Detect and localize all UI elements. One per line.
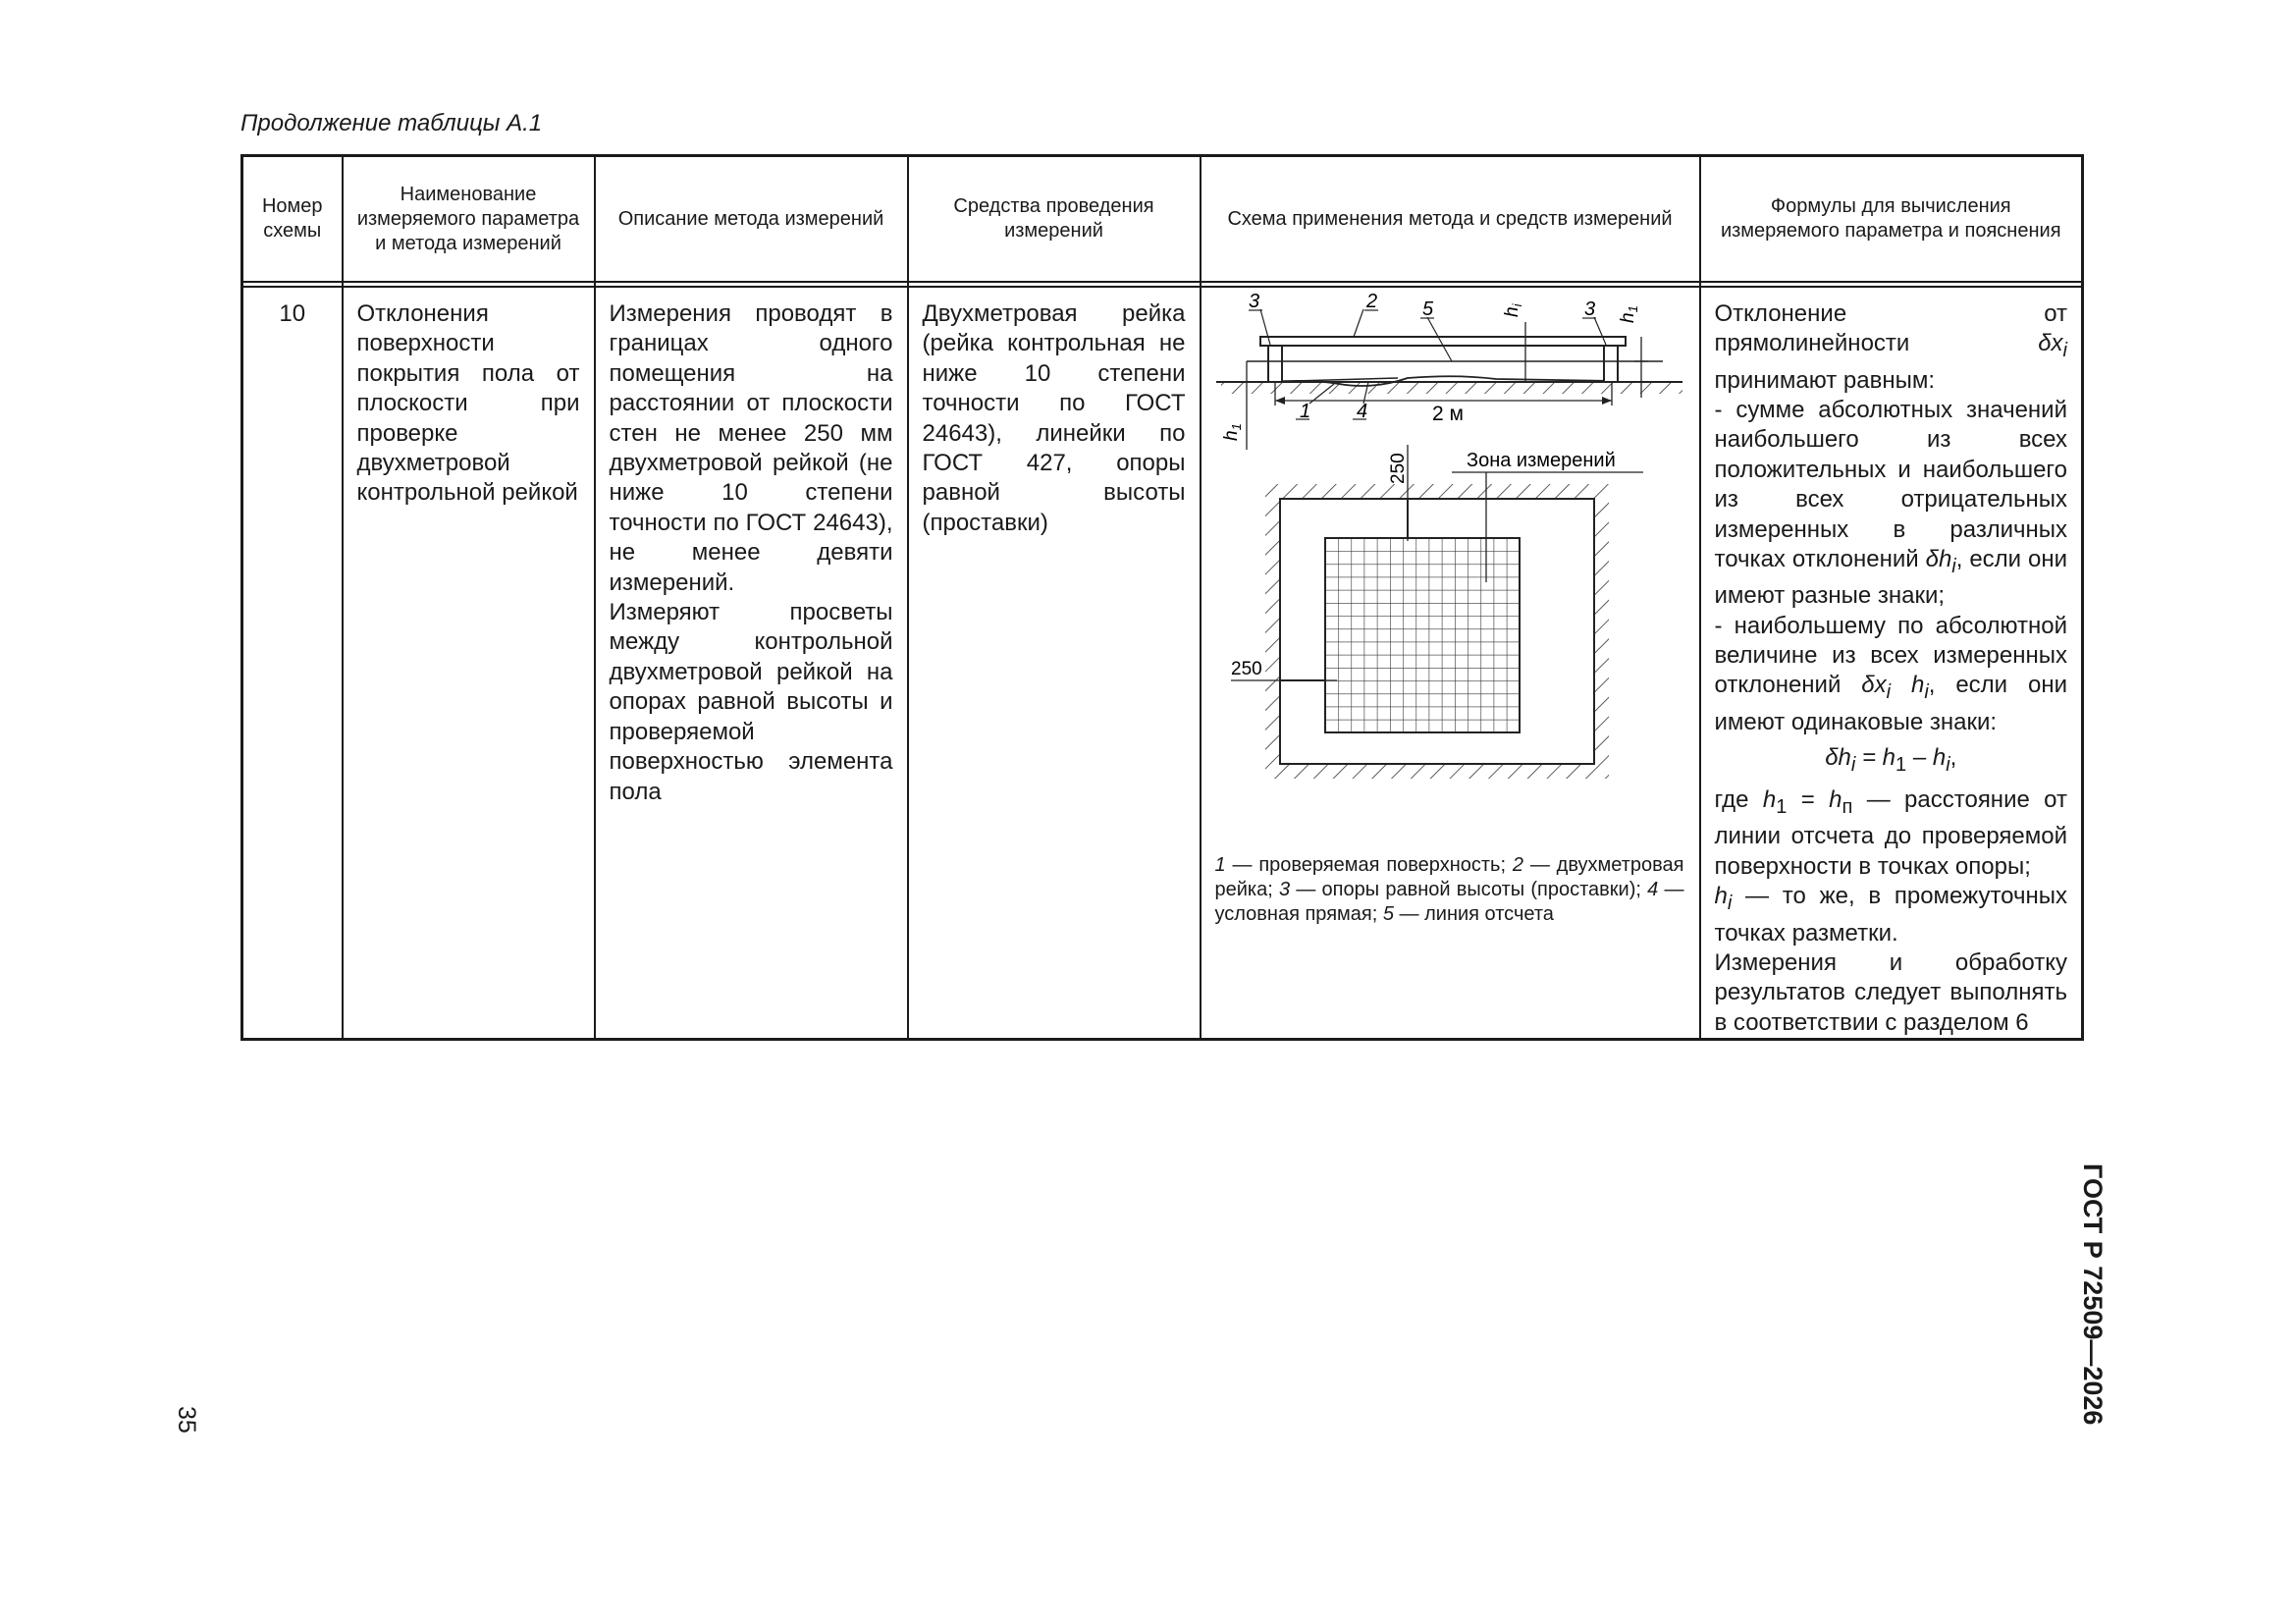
document-title: ГОСТ Р 72509—2026 [2078, 1164, 2108, 1426]
label-hi: $h_i$ [1501, 303, 1524, 317]
scheme-number: 10 [242, 287, 343, 1040]
ground-hatch [1221, 382, 1682, 394]
support-left [1268, 345, 1282, 382]
measurement-table [240, 154, 2084, 1041]
label-1: 1 [1299, 401, 1310, 422]
label-2: 2 [1365, 291, 1377, 312]
label-250-left: 250 [1230, 659, 1262, 679]
parameter-name: Отклонения поверхности покрытия пола от плоскости при проверке двухметровой контрольной рейкой [343, 287, 595, 1040]
measurement-diagram [1201, 288, 1697, 818]
formula-paragraph: $h_i$ — то же, в промежуточных точках разметки. [1714, 883, 2067, 947]
table-caption: Продолжение таблицы А.1 [240, 110, 543, 136]
formula-paragraph: Отклонение от прямолинейности $\delta x_i$ принимают равным: [1714, 300, 2067, 394]
label-h1-right: $h_1$ [1617, 305, 1640, 323]
formulas-cell [1700, 287, 2083, 1040]
label-h1-left: $h_1$ [1220, 423, 1244, 441]
label-3-left: 3 [1248, 291, 1259, 312]
label-250-top: 250 [1387, 453, 1409, 484]
header-tools: Средства проведения измерений [908, 156, 1201, 283]
description-paragraph: Измерения проводят в границах одного помещения на расстоянии от плоскости стен не менее 250 мм двухметровой рейкой (не ниже 10 степени точности по ГОСТ 24643), не менее девяти измерений. [609, 300, 893, 596]
side-view [1216, 291, 1682, 450]
header-formulas: Формулы для вычисления измеряемого параметра и пояснения [1700, 156, 2083, 283]
label-4: 4 [1356, 401, 1367, 422]
label-2m: 2 м [1431, 403, 1464, 425]
header-scheme: Схема применения метода и средств измерений [1201, 156, 1700, 283]
page-number: 35 [173, 1406, 200, 1434]
table-row [242, 287, 2083, 1040]
support-right [1604, 345, 1618, 382]
formula-paragraph: где $h_1 = h_п$ — расстояние от линии отсчета до проверяемой поверхности в точках опоры; [1714, 786, 2067, 880]
formula-paragraph: - наибольшему по абсолютной величине из всех измеренных отклонений $\delta x_i$ $h_i$, если они имеют одинаковые знаки: [1714, 612, 2067, 735]
formula-equation: $\delta h_i = h_1 - h_i$, [1825, 744, 1957, 776]
label-measurement-zone: Зона измерений [1466, 450, 1616, 471]
header-scheme-number: Номер схемы [242, 156, 343, 283]
scheme-cell [1201, 287, 1700, 1040]
measurement-zone-grid [1325, 538, 1520, 732]
description-paragraph: Измеряют просветы между контрольной двухметровой рейкой на опорах равной высоты и проверяемой поверхностью элемента пола [609, 599, 893, 805]
label-5: 5 [1421, 298, 1433, 320]
method-description [595, 287, 908, 1040]
measurement-tools: Двухметровая рейка (рейка контрольная не ниже 10 степени точности по ГОСТ 24643), линейки по ГОСТ 427, опоры равной высоты (проставки) [908, 287, 1201, 1040]
formula-paragraph: - сумме абсолютных значений наибольшего из всех положительных и наибольшего из всех отрицательных измеренных в различных точках отклонений $\delta h_i$, если они имеют разные знаки; [1714, 397, 2067, 610]
plan-view [1231, 445, 1643, 779]
header-parameter: Наименование измеряемого параметра и метода измерений [343, 156, 595, 283]
label-3-right: 3 [1583, 298, 1595, 320]
header-description: Описание метода измерений [595, 156, 908, 283]
formula-paragraph: Измерения и обработку результатов следует выполнять в соответствии с разделом 6 [1714, 948, 2067, 1036]
diagram-legend: 1 — проверяемая поверхность; 2 — двухметровая рейка; 3 — опоры равной высоты (проставки); 4 — условная прямая; 5 — линия отсчета [1214, 854, 1684, 925]
conditional-line [1295, 378, 1398, 381]
